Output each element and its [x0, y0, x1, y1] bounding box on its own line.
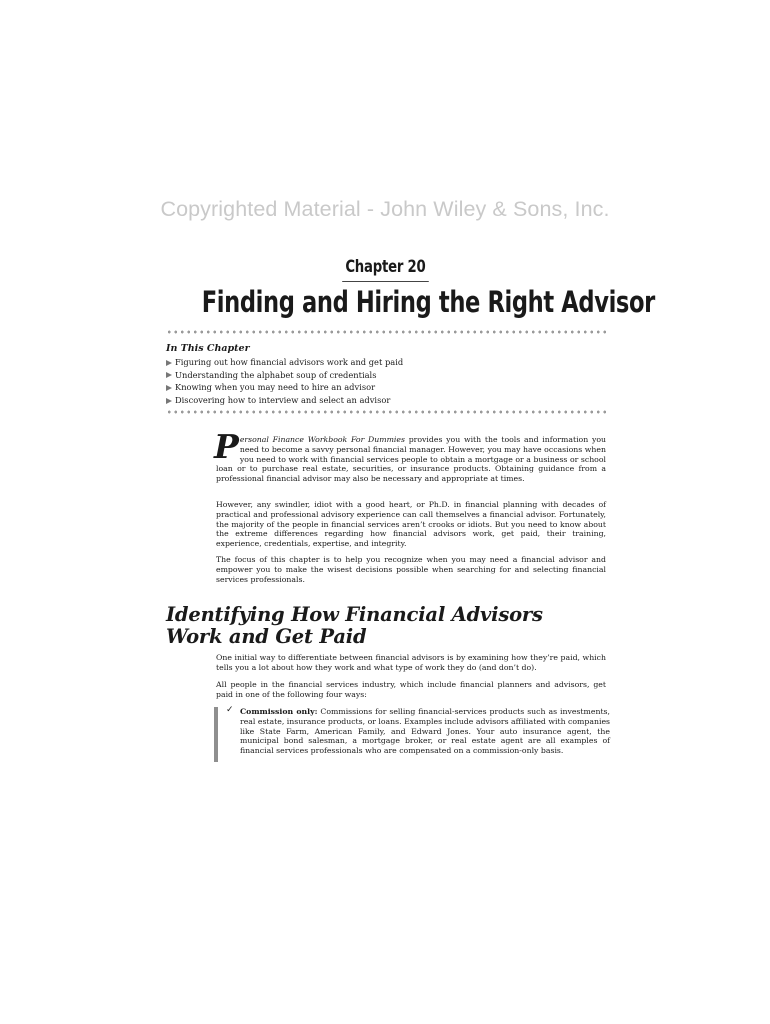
checkmark-icon: ✓ [226, 705, 234, 715]
triangle-bullet-icon [166, 372, 172, 378]
copyright-watermark: Copyrighted Material - John Wiley & Sons, Inc. [160, 197, 610, 221]
dotted-divider-bottom [166, 410, 606, 414]
in-this-chapter-list [166, 356, 403, 407]
list-item [166, 356, 403, 369]
chapter-label [0, 257, 770, 282]
in-this-chapter-heading: In This Chapter [166, 343, 250, 354]
list-item-text: Understanding the alphabet soup of credentials [175, 369, 377, 380]
intro-text: provides you with the tools and information you need to become a savvy personal financial manager. However, you may have occasions when you need to work with financial services people to obtain a mortgage or a business or school loan or to purchase real estate, securities, or insurance products. Obtaining guidance from a professional financial advisor may also be necessary and appropriate at times. [216, 435, 606, 484]
list-item [166, 381, 403, 394]
list-item-text: Figuring out how financial advisors work and get paid [175, 357, 404, 367]
bullet-list [214, 707, 610, 762]
list-item-text: Knowing when you may need to hire an advisor [175, 382, 376, 393]
list-item [166, 394, 403, 407]
section-heading [166, 604, 606, 648]
triangle-bullet-icon [166, 398, 172, 404]
body-paragraph: One initial way to differentiate between financial advisors is by examining how they’re paid, which tells you a lot about how they work and what type of work they do (and don’t do). [216, 653, 606, 672]
intro-paragraph [214, 427, 606, 484]
bullet-term: Commission only: [240, 707, 318, 716]
drop-cap: P [214, 427, 239, 466]
dotted-divider-top [166, 330, 606, 334]
book-title: ersonal Finance Workbook For Dummies [239, 435, 405, 444]
body-paragraph: All people in the financial services industry, which include financial planners and advisors, get paid in one of the following four ways: [216, 680, 606, 699]
body-paragraph: The focus of this chapter is to help you recognize when you may need a financial advisor and empower you to make the wisest decisions possible when searching for and selecting financial services professionals. [216, 555, 606, 584]
list-item-text: Discovering how to interview and select an advisor [175, 395, 391, 406]
section-heading-line: Identifying How Financial Advisors [166, 603, 543, 626]
chapter-number: Chapter 20 [342, 257, 428, 282]
section-heading-line: Work and Get Paid [166, 625, 367, 648]
bullet-item [226, 705, 611, 756]
list-item [166, 369, 403, 382]
triangle-bullet-icon [166, 385, 172, 391]
bullet-text: Commissions for selling financial-services products such as investments, real estate, insurance products, or loans. Examples include advisors affiliated with companies like State Farm, American Family, and Edward Jones. Your auto insurance agent, the municipal bond salesman, a mortgage broker, or real estate agent are all examples of financial services professionals who are compensated on a commission-only basis. [240, 707, 611, 756]
triangle-bullet-icon [166, 360, 172, 366]
body-paragraph: However, any swindler, idiot with a good heart, or Ph.D. in financial planning with decades of practical and professional advisory experience can call themselves a financial advisor. Fortunately, the majority of the people in financial services aren’t crooks or idiots. But you need to know about the extreme differences regarding how financial advisors work, get paid, their training, experience, credentials, expertise, and integrity. [216, 500, 606, 549]
chapter-title: Finding and Hiring the Right Advisor [201, 285, 655, 319]
